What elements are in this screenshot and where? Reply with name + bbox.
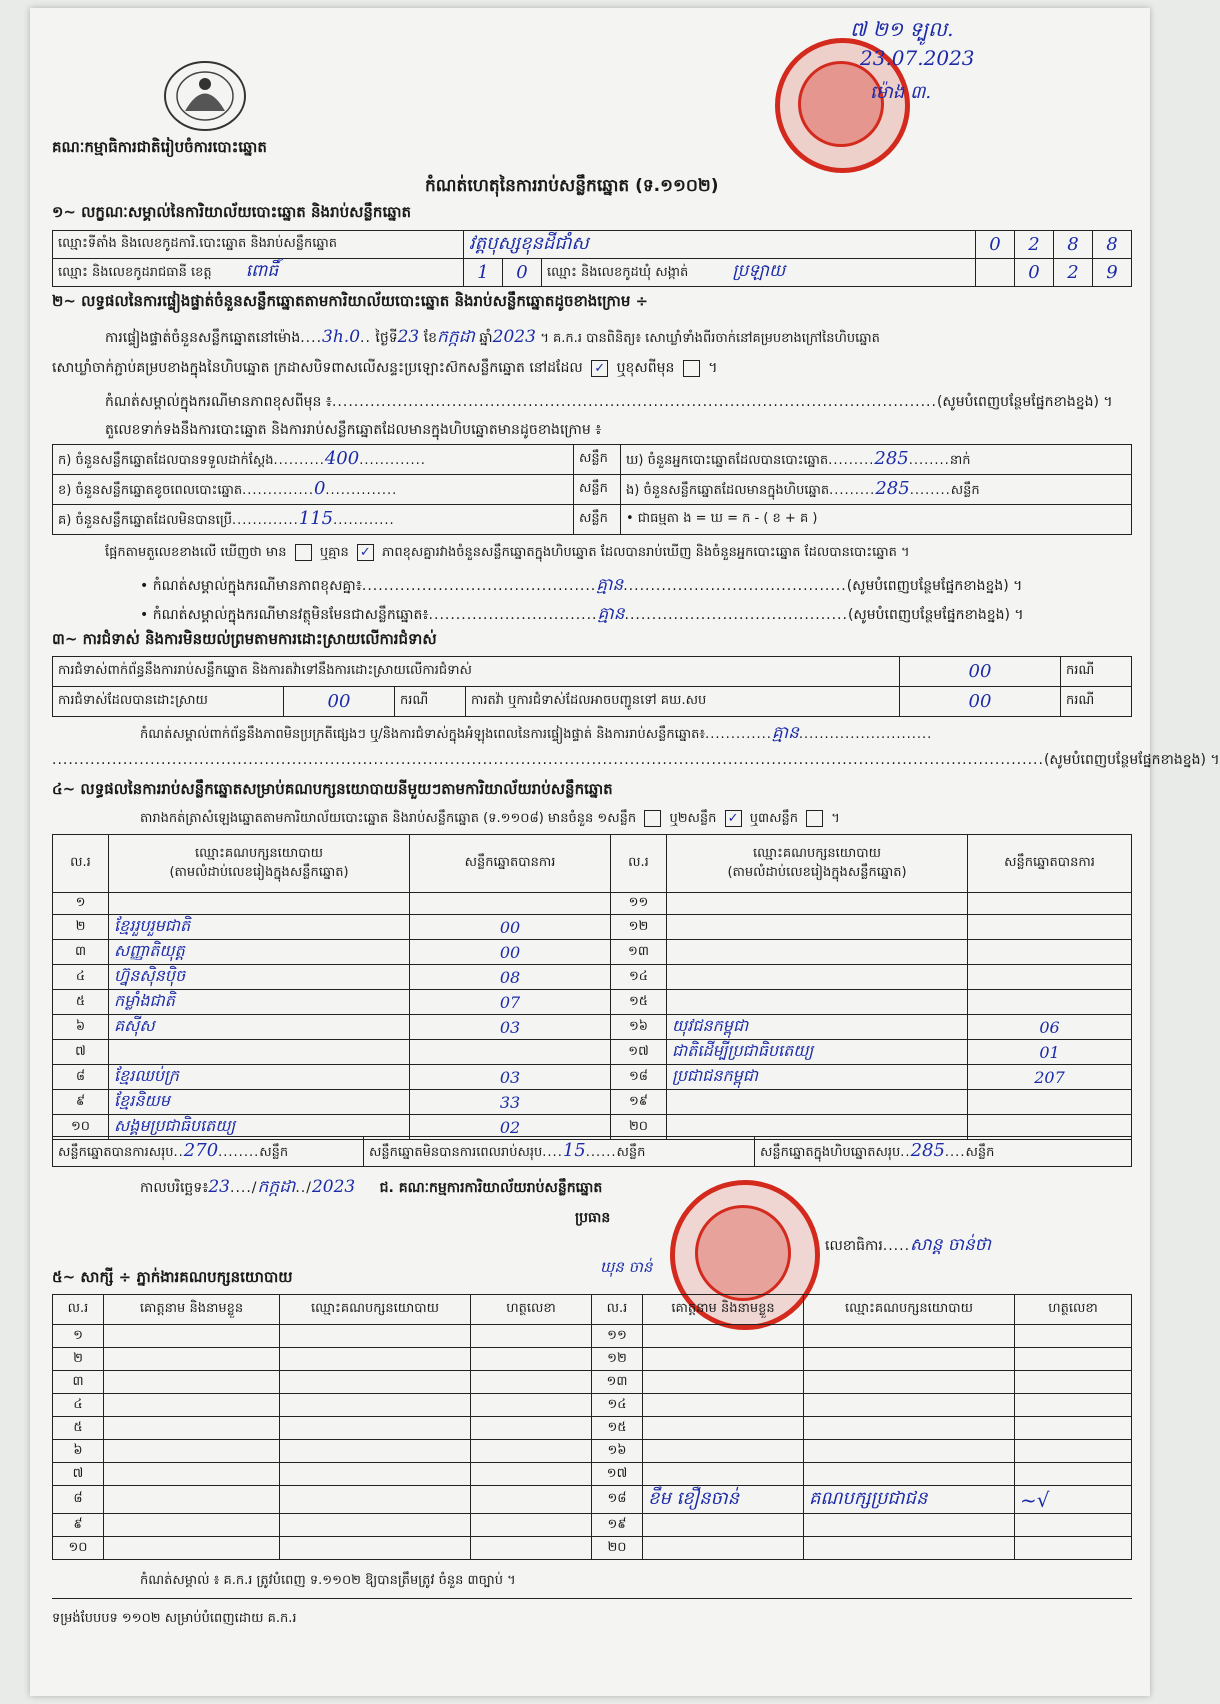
- result-no: ១៧: [611, 1040, 667, 1065]
- witness-no: ២: [53, 1348, 104, 1371]
- figures-row: គ) ចំនួនសន្លឹកឆ្នោតដែលមិនបានប្រើ.............115............ សន្លឹក • ជាធម្មតា ង = ឃ = ក - ( ខ + គ ): [53, 505, 1132, 535]
- result-no: ២០: [611, 1115, 667, 1140]
- witness-name: [643, 1440, 804, 1463]
- witness-party: គណបក្សប្រជាជន: [804, 1486, 1015, 1514]
- party-name: ហ្វ៊ុនស៊ិនប៉ិច: [109, 965, 410, 990]
- witness-name: [643, 1417, 804, 1440]
- party-name: សង្គមប្រជាធិបតេយ្យ: [109, 1115, 410, 1140]
- witness-signature: [471, 1371, 592, 1394]
- witness-signature: [1015, 1440, 1132, 1463]
- witness-no: ៤: [53, 1394, 104, 1417]
- ballot-figures-table: [52, 444, 1132, 535]
- station-code-digit: 0: [976, 231, 1015, 259]
- chair-label: ប្រធាន: [575, 1210, 611, 1226]
- two-sheet-checkbox[interactable]: ✓: [725, 810, 742, 827]
- witness-row: [53, 1417, 1132, 1440]
- witness-signature: [471, 1440, 592, 1463]
- commune-label: ឈ្មោះ និងលេខកូដឃុំ សង្កាត់ ប្រឡាយ: [542, 259, 976, 287]
- compare-line: ផ្អែកតាមតួលេខខាងលើ ឃើញថា មាន ឬគ្មាន ✓ ភាពខុសគ្នារវាងចំនួនសន្លឹកឆ្នោតក្នុងហិបឆ្នោត ដែលបានរាប់ឃើញ និងចំនួនអ្នកបោះឆ្នោត ដែលបានបោះឆ្នោត ។: [105, 545, 910, 560]
- figure-value: 0: [313, 478, 326, 499]
- vote-count: 06: [968, 1015, 1132, 1040]
- result-no: ១២: [611, 915, 667, 940]
- party-name: [667, 915, 968, 940]
- no-difference-checkbox[interactable]: ✓: [357, 544, 374, 561]
- vote-count: [968, 990, 1132, 1015]
- result-no: ១៥: [611, 990, 667, 1015]
- witness-signature: [1015, 1537, 1132, 1560]
- figure-value: 400: [324, 448, 360, 469]
- witness-row: [53, 1440, 1132, 1463]
- witness-name: [104, 1325, 280, 1348]
- result-no: ៩: [53, 1090, 109, 1115]
- result-row: [53, 915, 1132, 940]
- receipt-date: 23.07.2023: [860, 46, 975, 70]
- witness-name: [104, 1394, 280, 1417]
- changed-checkbox[interactable]: [683, 360, 700, 377]
- party-name: យុវជនកម្ពុជា: [667, 1015, 968, 1040]
- result-no: ១១: [611, 893, 667, 915]
- witness-party: [280, 1371, 471, 1394]
- one-sheet-checkbox[interactable]: [644, 810, 661, 827]
- party-name: [109, 1040, 410, 1065]
- witness-name: [643, 1537, 804, 1560]
- figure-value: 285: [874, 448, 909, 469]
- witness-signature: [471, 1463, 592, 1486]
- party-name: [667, 1090, 968, 1115]
- witness-name: [643, 1348, 804, 1371]
- province-code-digit: 1: [464, 259, 503, 287]
- witness-party: [280, 1463, 471, 1486]
- witness-party: [280, 1348, 471, 1371]
- station-code-digit: 2: [1015, 231, 1054, 259]
- vote-count: 02: [410, 1115, 611, 1140]
- witness-signature: [471, 1514, 592, 1537]
- witness-party: [280, 1514, 471, 1537]
- witness-no: ៩: [53, 1514, 104, 1537]
- station-code-digit: 8: [1093, 231, 1132, 259]
- nec-emblem-icon: [155, 56, 255, 136]
- secretary-line: លេខាធិការ.....សាន្ត ចាន់ថា: [825, 1235, 991, 1255]
- witness-signature: [471, 1486, 592, 1514]
- witness-name: [104, 1348, 280, 1371]
- party-name: ខ្មែរឈប់ក្រ: [109, 1065, 410, 1090]
- total-invalid-value: 15: [562, 1140, 586, 1161]
- irregularity-note-cont: ......................................................................................................................................................................................(សូមបំពេញបន្ថែមផ្នែកខាងខ្នង) ។: [52, 752, 1220, 768]
- section4-heading: ៤~ លទ្ធផលនៃការរាប់សន្លឹកឆ្នោតសម្រាប់គណបក្សនយោបាយនីមួយៗតាមការិយាល័យរាប់សន្លឹកឆ្នោត: [52, 780, 613, 798]
- witness-no: ១២: [592, 1348, 643, 1371]
- figures-intro: តួលេខទាក់ទងនឹងការបោះឆ្នោត និងការរាប់សន្លឹកឆ្នោតដែលមានក្នុងហិបឆ្នោតមានដូចខាងក្រោម ៖: [105, 422, 602, 438]
- difference-note: • កំណត់សម្គាល់ក្នុងករណីមានភាពខុសគ្នា៖...........................................គ្មាន.........................................(សូមបំពេញបន្ថែមផ្នែកខាងខ្នង) ។: [140, 575, 1023, 595]
- witness-name: [104, 1371, 280, 1394]
- party-name: [667, 965, 968, 990]
- witness-no: ៧: [53, 1463, 104, 1486]
- figures-row: ក) ចំនួនសន្លឹកឆ្នោតដែលបានទទួលដាក់ស្ដែង..........400............. សន្លឹក ឃ) ចំនួនអ្នកបោះឆ្នោតដែលបានបោះឆ្នោត.........285........នាក់: [53, 445, 1132, 475]
- result-no: ៨: [53, 1065, 109, 1090]
- witness-name: [104, 1514, 280, 1537]
- vote-count: [968, 915, 1132, 940]
- figure-value: 115: [298, 508, 334, 529]
- province-code-digit: 0: [503, 259, 542, 287]
- result-row: [53, 1040, 1132, 1065]
- witnesses-table: ល.រ គោត្តនាម និងនាមខ្លួន ឈ្មោះគណបក្សនយោបាយ ហត្ថលេខា ល.រ គោត្តនាម និងនាមខ្លួន ឈ្មោះគណបក្សនយោបាយ ហត្ថលេខា ១ ១១ ២ ១២ ៣ ១៣ ៤ ១៤ ៥ ១៥ ៦ ១៦ ៧ ១៧ ៨ ១៨ ខឹម ខឿនចាន់ គណបក្សប្រជាជន ~√ ៩ ១៩ ១០ ២០: [52, 1294, 1132, 1560]
- witness-row: [53, 1325, 1132, 1348]
- section5-heading: ៥~ សាក្សី ÷ ភ្នាក់ងារគណបក្សនយោបាយ: [52, 1268, 293, 1286]
- witness-party: [280, 1417, 471, 1440]
- witness-signature: [1015, 1394, 1132, 1417]
- witness-party: [804, 1371, 1015, 1394]
- footnote: កំណត់សម្គាល់ ៖ គ.ក.រ ត្រូវបំពេញ ទ.១១០២ ឱ្យបានត្រឹមត្រូវ ចំនួន ៣ច្បាប់ ។: [140, 1573, 516, 1588]
- vote-count: 01: [968, 1040, 1132, 1065]
- witness-party: [804, 1514, 1015, 1537]
- witness-name: [643, 1463, 804, 1486]
- witness-party: [804, 1537, 1015, 1560]
- foreign-object-note: • កំណត់សម្គាល់ក្នុងករណីមានវត្ថុមិនមែនជាសន្លឹកឆ្នោត៖...............................គ្មាន.........................................(សូមបំពេញបន្ថែមផ្នែកខាងខ្នង) ។: [140, 604, 1024, 624]
- vote-count: [410, 893, 611, 915]
- witness-row: [53, 1537, 1132, 1560]
- result-no: ១: [53, 893, 109, 915]
- result-row: [53, 965, 1132, 990]
- result-no: ១៤: [611, 965, 667, 990]
- witness-name: [104, 1440, 280, 1463]
- vote-count: 00: [410, 915, 611, 940]
- witness-signature: [471, 1325, 592, 1348]
- change-note-line: កំណត់សម្គាល់ក្នុងករណីមានភាពខុសពីមុន ៖...............................................................................................................(សូមបំពេញបន្ថែមផ្នែកខាងខ្នង) ។: [105, 394, 1113, 410]
- witness-row: [53, 1371, 1132, 1394]
- result-no: ១៨: [611, 1065, 667, 1090]
- chair-name: ឃុន ចាន់: [600, 1258, 653, 1276]
- station-info-table: [52, 230, 1132, 287]
- unchanged-checkbox[interactable]: ✓: [591, 360, 608, 377]
- result-row: [53, 990, 1132, 1015]
- witness-no: ១: [53, 1325, 104, 1348]
- section3-heading: ៣~ ការជំទាស់ និងការមិនយល់ព្រមតាមការដោះស្រាយលើការជំទាស់: [52, 630, 437, 648]
- objections-count: 00: [900, 657, 1061, 687]
- witness-row: [53, 1463, 1132, 1486]
- commune-code-digit: 2: [1054, 259, 1093, 287]
- witness-row: [53, 1394, 1132, 1417]
- total-valid-value: 270: [183, 1140, 219, 1161]
- witness-signature: [1015, 1371, 1132, 1394]
- date-line: កាលបរិច្ឆេទ៖23..../កក្កដា../2023 ជ. គណៈកម្មការការិយាល័យរាប់សន្លឹកឆ្នោត: [140, 1177, 603, 1197]
- vote-count: 08: [410, 965, 611, 990]
- witness-party: [804, 1348, 1015, 1371]
- party-name: ខ្មែររួបរួមជាតិ: [109, 915, 410, 940]
- witness-party: [804, 1417, 1015, 1440]
- tally-sheet-line: តារាងកត់ត្រាសំឡេងឆ្នោតតាមការិយាល័យបោះឆ្នោត និងរាប់សន្លឹកឆ្នោត (ទ.១១០៨) មានចំនួន ១សន្លឹក ឬ២សន្លឹក ✓ ឬ៣សន្លឹក ។: [140, 811, 840, 826]
- vote-count: 03: [410, 1065, 611, 1090]
- receipt-note-1: ៧ ២១ ទ្បូល.: [850, 17, 954, 41]
- witness-signature: [1015, 1514, 1132, 1537]
- has-difference-checkbox[interactable]: [295, 544, 312, 561]
- vote-count: 207: [968, 1065, 1132, 1090]
- result-row: [53, 893, 1132, 915]
- result-no: ១៩: [611, 1090, 667, 1115]
- signature-mark: ~√: [1020, 1487, 1050, 1512]
- vote-count: 03: [410, 1015, 611, 1040]
- witness-no: ១៤: [592, 1394, 643, 1417]
- party-name: ជាតិដើម្បីប្រជាធិបតេយ្យ: [667, 1040, 968, 1065]
- three-sheet-checkbox[interactable]: [806, 810, 823, 827]
- witness-no: ២០: [592, 1537, 643, 1560]
- witness-signature: [1015, 1463, 1132, 1486]
- witness-no: ១៥: [592, 1417, 643, 1440]
- section1-heading: ១~ លក្ខណៈសម្គាល់នៃការិយាល័យបោះឆ្នោត និងរាប់សន្លឹកឆ្នោត: [52, 203, 412, 221]
- irregularity-note: កំណត់សម្គាល់ពាក់ព័ន្ធនឹងភាពមិនប្រក្រតីផ្សេងៗ ឬ/និងការជំទាស់ក្នុងអំឡុងពេលនៃការផ្ទៀងផ្ទាត់ និងការរាប់សន្លឹកឆ្នោត៖.............គ្មាន..........................: [140, 723, 933, 743]
- verify-time: 3h.0: [322, 327, 361, 347]
- result-row: [53, 940, 1132, 965]
- vote-count: [968, 965, 1132, 990]
- figure-value: 285: [875, 478, 910, 499]
- verify-line-2: សោឃ្លាំចាក់ភ្ជាប់គម្របខាងក្នុងនៃហិបឆ្នោត ក្រដាសបិទពាសលើសន្ទះប្រឡោះស៊កសន្លឹកឆ្នោត នៅដដែល ✓ ឬខុសពីមុន ។: [52, 360, 718, 376]
- station-name-value: វត្តបុស្សខុនដីជាំស: [464, 231, 976, 259]
- verify-line: ការផ្ទៀងផ្ទាត់ចំនួនសន្លឹកឆ្នោតនៅម៉ោង....3h.0.. ថ្ងៃទី23 ខែកក្កដា ឆ្នាំ2023 ។ គ.ក.រ បានពិនិត្យ៖ សោឃ្លាំទាំងពីរចាក់នៅគម្របខាងក្រៅនៃហិបឆ្នោត: [105, 327, 880, 347]
- party-name: [667, 893, 968, 915]
- secretary-signature: សាន្ត ចាន់ថា: [910, 1235, 991, 1255]
- vote-count: [968, 940, 1132, 965]
- party-name: [667, 940, 968, 965]
- witness-party: [280, 1394, 471, 1417]
- party-name: កម្លាំងជាតិ: [109, 990, 410, 1015]
- objections-table: ការជំទាស់ពាក់ព័ន្ធនឹងការរាប់សន្លឹកឆ្នោត និងការតវ៉ាទៅនឹងការដោះស្រាយលើការជំទាស់ 00 ករណី ការជំទាស់ដែលបានដោះស្រាយ 00 ករណី ការតវ៉ា ឬការជំទាស់ដែលអាចបញ្ជូនទៅ គឃ.សប 00 ករណី: [52, 656, 1132, 717]
- witness-party: [804, 1325, 1015, 1348]
- party-name: [109, 893, 410, 915]
- witness-no: ៨: [53, 1486, 104, 1514]
- party-name: សញ្ញាតិយុត្ត: [109, 940, 410, 965]
- result-row: [53, 1015, 1132, 1040]
- commune-value: ប្រឡាយ: [732, 261, 786, 281]
- commune-code-digit: 0: [1015, 259, 1054, 287]
- result-no: ១០: [53, 1115, 109, 1140]
- commune-code-digit: 9: [1093, 259, 1132, 287]
- witness-name: [104, 1537, 280, 1560]
- receipt-time: ម៉ោង ៣.: [870, 82, 932, 103]
- province-label: ឈ្មោះ និងលេខកូដរាជធានី ខេត្ត ពោធិ៍: [53, 259, 464, 287]
- party-name: ប្រជាជនកម្ពុជា: [667, 1065, 968, 1090]
- vote-count: 07: [410, 990, 611, 1015]
- witness-no: ៥: [53, 1417, 104, 1440]
- vote-count: [968, 1090, 1132, 1115]
- witness-no: ១៨: [592, 1486, 643, 1514]
- witness-signature: [1015, 1325, 1132, 1348]
- witness-signature: [1015, 1417, 1132, 1440]
- section2-heading: ២~ លទ្ធផលនៃការផ្ទៀងផ្ទាត់ចំនួនសន្លឹកឆ្នោតតាមការិយាល័យបោះឆ្នោត និងរាប់សន្លឹកឆ្នោតដូចខាងក្រោម ÷: [52, 292, 649, 310]
- document-title: កំណត់ហេតុនៃការរាប់សន្លឹកឆ្នោត (ទ.១១០២): [425, 176, 719, 196]
- verify-month: កក្កដា: [437, 327, 475, 347]
- witness-name: [104, 1417, 280, 1440]
- witness-signature: [471, 1537, 592, 1560]
- results-totals: សន្លឹកឆ្នោតបានការសរុប..270........សន្លឹក សន្លឹកឆ្នោតមិនបានការពេលរាប់សរុប....15......សន្លឹក សន្លឹកឆ្នោតក្នុងហិបឆ្នោតសរុប..285....សន្លឹក: [52, 1136, 1132, 1167]
- witness-row: [53, 1514, 1132, 1537]
- vote-count: 33: [410, 1090, 611, 1115]
- witness-no: ១០: [53, 1537, 104, 1560]
- witness-party: [804, 1440, 1015, 1463]
- party-name: ខ្មែរនិយម: [109, 1090, 410, 1115]
- document-page: [30, 8, 1220, 1696]
- witness-no: ១៣: [592, 1371, 643, 1394]
- witness-signature: [471, 1417, 592, 1440]
- witness-name: [643, 1514, 804, 1537]
- total-box-value: 285: [910, 1140, 945, 1161]
- verify-year: 2023: [492, 327, 536, 347]
- witness-signature: [1015, 1348, 1132, 1371]
- station-code-digit: 8: [1054, 231, 1093, 259]
- witness-name: [643, 1325, 804, 1348]
- vote-count: [968, 893, 1132, 915]
- witness-party: [280, 1325, 471, 1348]
- witness-name: [643, 1371, 804, 1394]
- witness-party: [804, 1463, 1015, 1486]
- witness-party: [804, 1394, 1015, 1417]
- party-name: [667, 990, 968, 1015]
- witness-no: ១៩: [592, 1514, 643, 1537]
- vote-count: 00: [410, 940, 611, 965]
- results-table: ល.រ ឈ្មោះគណបក្សនយោបាយ (តាមលំដាប់លេខរៀងក្នុងសន្លឹកឆ្នោត) សន្លឹកឆ្នោតបានការ ល.រ ឈ្មោះគណបក្សនយោបាយ (តាមលំដាប់លេខរៀងក្នុងសន្លឹកឆ្នោត) សន្លឹកឆ្នោតបានការ ១ ១១ ២ ខ្មែររួបរួមជាតិ 00 ១២ ៣ សញ្ញាតិយុត្ត 00 ១៣ ៤ ហ្វ៊ុនស៊ិនប៉ិច 08 ១៤ ៥ កម្លាំងជាតិ 07 ១៥ ៦ គស៊ីស 03 ១៦ យុវជនកម្ពុជា 06 ៧ ១៧ ជាតិដើម្បីប្រជាធិបតេយ្យ 01 ៨ ខ្មែរឈប់ក្រ 03 ១៨ ប្រជាជនកម្ពុជា 207 ៩ ខ្មែរនិយម 33 ១៩ ១០ សង្គមប្រជាធិបតេយ្យ 02 ២០: [52, 834, 1132, 1140]
- result-no: ៧: [53, 1040, 109, 1065]
- witness-no: ១៦: [592, 1440, 643, 1463]
- result-no: ១៦: [611, 1015, 667, 1040]
- witness-row: [53, 1486, 1132, 1514]
- resolved-count: 00: [284, 687, 395, 717]
- result-no: ៦: [53, 1015, 109, 1040]
- witness-name: [104, 1463, 280, 1486]
- result-row: [53, 1065, 1132, 1090]
- witness-party: [280, 1440, 471, 1463]
- witness-no: ១៧: [592, 1463, 643, 1486]
- result-no: ៤: [53, 965, 109, 990]
- witness-party: [280, 1537, 471, 1560]
- result-no: ២: [53, 915, 109, 940]
- witness-no: ៦: [53, 1440, 104, 1463]
- vote-count: [410, 1040, 611, 1065]
- figures-row: ខ) ចំនួនសន្លឹកឆ្នោតខូចពេលបោះឆ្នោត..............0.............. សន្លឹក ង) ចំនួនសន្លឹកឆ្នោតដែលមានក្នុងហិបឆ្នោត.........285........សន្លឹក: [53, 475, 1132, 505]
- result-no: ៥: [53, 990, 109, 1015]
- witness-name: ខឹម ខឿនចាន់: [643, 1486, 804, 1514]
- witness-no: ៣: [53, 1371, 104, 1394]
- witness-row: [53, 1348, 1132, 1371]
- result-no: ៣: [53, 940, 109, 965]
- form-note: ទម្រង់បែបបទ ១១០២ សម្រាប់បំពេញដោយ គ.ក.រ: [52, 1611, 297, 1626]
- party-name: គស៊ីស: [109, 1015, 410, 1040]
- witness-signature: [471, 1394, 592, 1417]
- province-value: ពោធិ៍: [245, 261, 279, 281]
- forwarded-count: 00: [900, 687, 1061, 717]
- footer-divider: [52, 1598, 1132, 1599]
- witness-name: [104, 1486, 280, 1514]
- witness-signature: [471, 1348, 592, 1371]
- verify-day: 23: [397, 327, 420, 347]
- org-name: គណៈកម្មាធិការជាតិរៀបចំការបោះឆ្នោត: [52, 138, 267, 156]
- witness-party: [280, 1486, 471, 1514]
- result-no: ១៣: [611, 940, 667, 965]
- witness-name: [643, 1394, 804, 1417]
- result-row: [53, 1090, 1132, 1115]
- witness-no: ១១: [592, 1325, 643, 1348]
- witness-signature: [1015, 1486, 1132, 1514]
- station-name-label: ឈ្មោះទីតាំង និងលេខកូដការិ.បោះឆ្នោត និងរាប់សន្លឹកឆ្នោត: [53, 231, 464, 259]
